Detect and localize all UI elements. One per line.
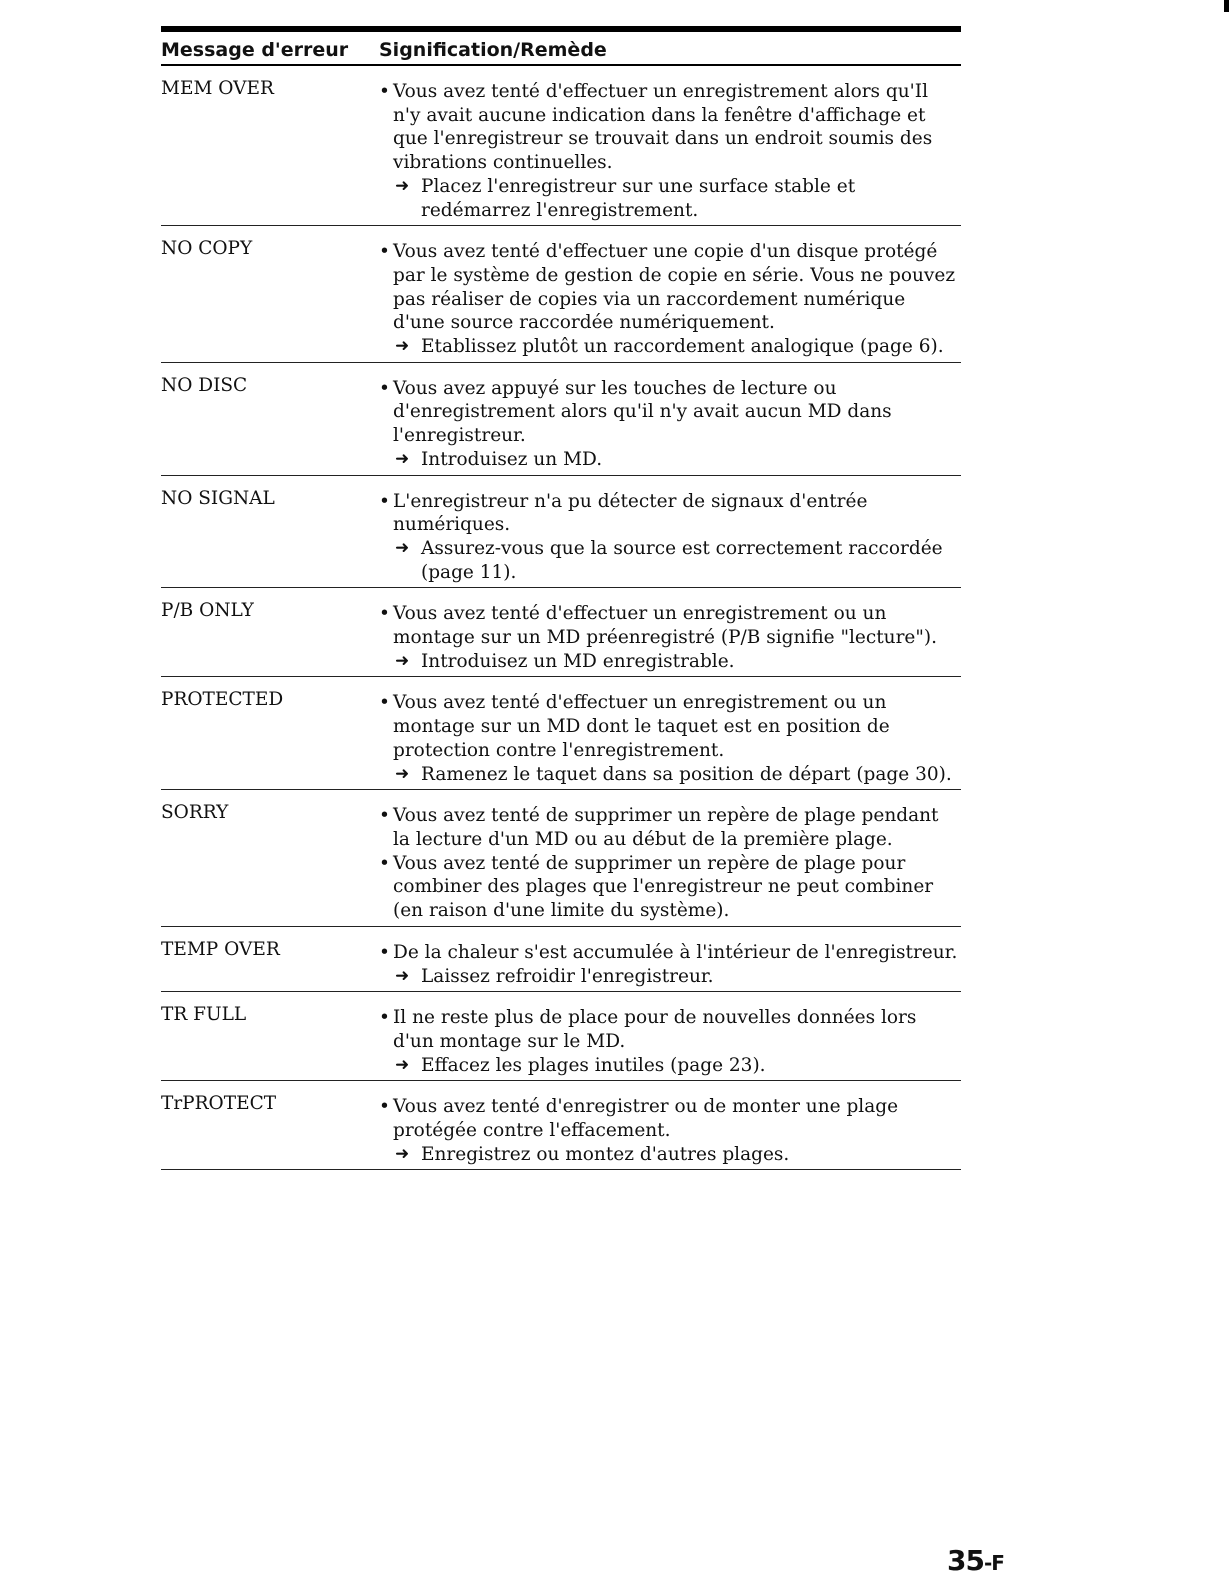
page-number [947,1544,1004,1577]
remedy-item [379,335,961,359]
cause-text: Vous avez tenté de supprimer un repère de plage pour combiner des plages que l'enregistreur ne peut combiner (en raison d'une limite du système). [393,852,934,922]
table-row [161,1081,961,1170]
table-row [161,476,961,589]
cause-item [379,1006,961,1053]
bullet-icon: • [379,603,390,625]
bullet-icon: • [379,81,390,102]
bullet-icon: • [379,852,390,874]
error-description [379,1089,961,1166]
remedy-item [379,537,961,584]
cause-item [379,1095,961,1142]
remedy-text: Introduisez un MD enregistrable. [421,650,735,672]
error-description [379,1000,961,1077]
bullet-icon: • [379,941,390,963]
bullet-icon: • [379,377,390,399]
bullet-icon: • [379,1096,390,1118]
error-description [379,234,961,359]
cause-text: Vous avez tenté d'effectuer un enregistrement alors qu'Il n'y avait aucune indication dans la fenêtre d'affichage et que l'enregistreur se trouvait dans un endroit soumis des vibrations continuelles. [393,81,933,174]
cause-text: Il ne reste plus de place pour de nouvelles données lors d'un montage sur le MD. [393,1007,917,1052]
cause-text: Vous avez tenté d'effectuer un enregistrement ou un montage sur un MD préenregistré (P/B signifie "lecture"). [393,603,937,649]
error-code: MEM OVER [161,78,274,99]
cause-text: Vous avez tenté d'effectuer une copie d'un disque protégé par le système de gestion de copie en série. Vous ne pouvez pas réaliser de copies via un raccordement numérique d'une source raccordée numériquement. [393,241,956,334]
cause-item [379,691,961,762]
bullet-icon: • [379,241,390,263]
remedy-text: Placez l'enregistreur sur une surface stable et redémarrez l'enregistrement. [421,175,856,221]
cause-item [379,240,961,335]
cause-text: De la chaleur s'est accumulée à l'intérieur de l'enregistreur. [393,941,958,963]
table-row [161,226,961,363]
cause-text: Vous avez appuyé sur les touches de lecture ou d'enregistrement alors qu'il n'y avait aucun MD dans l'enregistreur. [393,377,892,447]
arrow-right-icon: ➜ [395,1054,410,1075]
error-code: NO SIGNAL [161,487,275,509]
remedy-item [379,763,961,787]
arrow-right-icon: ➜ [395,537,410,558]
error-description [379,798,961,923]
table-body [161,66,961,1170]
remedy-text: Introduisez un MD. [421,448,603,470]
error-code: PROTECTED [161,689,284,711]
arrow-right-icon: ➜ [395,965,410,986]
header-meaning: Signification/Remède [379,39,607,61]
page-number-value: 35 [947,1544,984,1577]
table-row [161,363,961,476]
cause-text: Vous avez tenté d'effectuer un enregistrement ou un montage sur un MD dont le taquet est en position de protection contre l'enregistrement. [393,692,890,761]
table-row [161,992,961,1081]
error-code: NO COPY [161,238,253,260]
bullet-icon: • [379,805,390,827]
cause-item [379,80,961,175]
bullet-icon: • [379,1007,390,1029]
arrow-right-icon: ➜ [395,763,410,784]
remedy-text: Etablissez plutôt un raccordement analogique (page 6). [421,336,944,358]
cause-text: L'enregistreur n'a pu détecter de signaux d'entrée numériques. [393,490,868,536]
page-number-suffix: -F [983,1551,1004,1575]
cause-item [379,941,961,965]
cause-item [379,490,961,537]
remedy-item [379,1143,961,1167]
remedy-text: Enregistrez ou montez d'autres plages. [421,1143,790,1165]
cause-item [379,852,961,923]
arrow-right-icon: ➜ [395,336,410,357]
table-row [161,677,961,790]
cause-item [379,804,961,851]
cause-text: Vous avez tenté de supprimer un repère de plage pendant la lecture d'un MD ou au début de la première plage. [393,805,939,850]
remedy-item [379,1054,961,1078]
remedy-item [379,175,961,222]
header-message: Message d'erreur [161,39,349,61]
remedy-text: Effacez les plages inutiles (page 23). [421,1054,766,1076]
error-code: NO DISC [161,374,248,396]
table-row [161,927,961,992]
arrow-right-icon: ➜ [395,175,410,196]
table-header [161,34,961,66]
cause-text: Vous avez tenté d'enregistrer ou de monter une plage protégée contre l'effacement. [393,1096,899,1142]
error-code: TrPROTECT [161,1093,277,1115]
cause-item [379,377,961,448]
table-row [161,66,961,226]
error-code: P/B ONLY [161,600,254,622]
remedy-text: Ramenez le taquet dans sa position de départ (page 30). [421,763,952,785]
arrow-right-icon: ➜ [395,650,410,671]
remedy-item [379,965,961,989]
table-row [161,790,961,927]
error-description [379,685,961,786]
error-message-table [161,26,961,1170]
remedy-text: Assurez-vous que la source est correctement raccordée (page 11). [421,537,943,583]
error-description [379,935,961,988]
arrow-right-icon: ➜ [395,1143,410,1164]
error-description [379,371,961,472]
bullet-icon: • [379,692,390,714]
arrow-right-icon: ➜ [395,448,410,469]
error-description [379,596,961,673]
table-row [161,588,961,677]
remedy-item [379,448,961,472]
error-code: TEMP OVER [161,938,280,960]
scan-edge-mark [1224,0,1229,12]
table-top-rule [161,26,961,32]
error-code: SORRY [161,802,229,824]
error-description [379,484,961,585]
remedy-item [379,650,961,674]
error-code: TR FULL [161,1004,247,1026]
remedy-text: Laissez refroidir l'enregistreur. [421,965,714,987]
cause-item [379,602,961,649]
bullet-icon: • [379,490,390,512]
error-description [379,74,961,222]
